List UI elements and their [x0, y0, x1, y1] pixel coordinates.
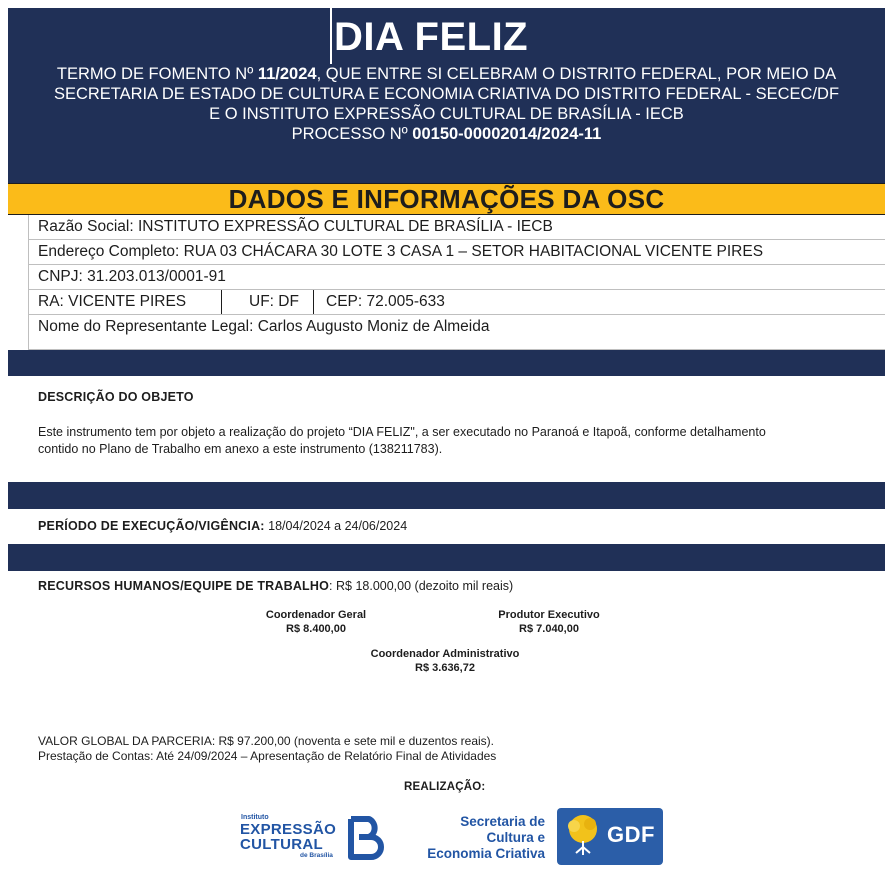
process-line: [8, 124, 885, 144]
section-band: [8, 482, 885, 509]
location-row: [28, 290, 885, 315]
objeto-heading: DESCRIÇÃO DO OBJETO: [38, 390, 194, 404]
cnpj: CNPJ: 31.203.013/0001-91: [38, 268, 226, 285]
secec-line-3: Economia Criativa: [427, 846, 545, 861]
osc-section-title: DADOS E INFORMAÇÕES DA OSC: [8, 183, 885, 215]
role-title: Produtor Executivo: [498, 609, 600, 621]
role-coordenador-geral: [236, 608, 396, 636]
recursos: [38, 578, 513, 595]
valor-global: VALOR GLOBAL DA PARCERIA: R$ 97.200,00 (noventa e sete mil e duzentos reais).: [38, 734, 494, 748]
expressao-cultural-logo: [240, 812, 385, 862]
representante-row: [28, 315, 885, 350]
recursos-label: RECURSOS HUMANOS/EQUIPE DE TRABALHO: [38, 579, 330, 593]
objeto-text-line-2: contido no Plano de Trabalho em anexo a este instrumento (138211783).: [38, 442, 443, 456]
endereco-row: [28, 240, 885, 265]
secec-line-2: Cultura e: [486, 830, 545, 845]
secec-logo: [420, 814, 545, 862]
uf-cell: [221, 290, 299, 314]
page-title: DIA FELIZ: [334, 15, 529, 59]
razao-social-row: [28, 215, 885, 240]
title-divider: [330, 8, 332, 64]
role-coordenador-administrativo: [345, 647, 545, 675]
uf: UF: DF: [249, 293, 299, 310]
subtitle-line-3: E O INSTITUTO EXPRESSÃO CULTURAL DE BRASÍLIA - IECB: [209, 105, 684, 123]
representante: Nome do Representante Legal: Carlos Augusto Moniz de Almeida: [38, 318, 490, 335]
role-value: R$ 3.636,72: [415, 662, 475, 674]
prestacao-contas: Prestação de Contas: Até 24/09/2024 – Apresentação de Relatório Final de Atividades: [38, 749, 497, 763]
razao-social: Razão Social: INSTITUTO EXPRESSÃO CULTURAL DE BRASÍLIA - IECB: [38, 218, 553, 235]
cep-cell: [313, 290, 445, 314]
role-title: Coordenador Administrativo: [370, 648, 520, 660]
section-band: [8, 350, 885, 376]
role-value: R$ 7.040,00: [519, 623, 579, 635]
logo-expressao-top: Instituto: [241, 814, 269, 821]
cep: CEP: 72.005-633: [326, 293, 445, 310]
role-produtor-executivo: [469, 608, 629, 636]
section-band: [8, 544, 885, 571]
realizacao-label: REALIZAÇÃO:: [404, 781, 486, 793]
subtitle-line-1-a: TERMO DE FOMENTO Nº: [56, 65, 258, 83]
recursos-value: : R$ 18.000,00 (dezoito mil reais): [329, 579, 514, 593]
ra: RA: VICENTE PIRES: [38, 293, 187, 310]
role-title: Coordenador Geral: [265, 609, 367, 621]
gdf-text: GDF: [607, 822, 655, 847]
process-number: 00150-00002014/2024-11: [412, 125, 602, 143]
cnpj-row: [28, 265, 885, 290]
endereco: Endereço Completo: RUA 03 CHÁCARA 30 LOTE 3 CASA 1 – SETOR HABITACIONAL VICENTE PIRES: [38, 243, 764, 260]
subtitle-line-1-b: , QUE ENTRE SI CELEBRAM O DISTRITO FEDERAL, POR MEIO DA: [316, 65, 837, 83]
logo-expressao-bottom: de Brasília: [300, 852, 333, 859]
logo-b-icon: [345, 815, 385, 861]
logo-expressao-line2: CULTURAL: [240, 836, 323, 853]
process-label: PROCESSO Nº: [291, 125, 413, 143]
secec-line-1: Secretaria de: [460, 814, 545, 829]
objeto-text: [38, 424, 883, 458]
periodo: [38, 518, 407, 535]
ipe-tree-icon: [563, 813, 603, 859]
role-value: R$ 8.400,00: [286, 623, 346, 635]
subtitle-line-1: [8, 64, 885, 84]
periodo-label: PERÍODO DE EXECUÇÃO/VIGÊNCIA:: [38, 519, 265, 533]
periodo-value: 18/04/2024 a 24/06/2024: [264, 519, 408, 533]
logo-expressao-line1: EXPRESSÃO: [240, 821, 337, 838]
subtitle-line-2: SECRETARIA DE ESTADO DE CULTURA E ECONOMIA CRIATIVA DO DISTRITO FEDERAL - SECEC/DF: [53, 85, 840, 103]
termo-number: 11/2024: [257, 65, 317, 83]
header-subtitle: [8, 64, 885, 144]
objeto-text-line-1: Este instrumento tem por objeto a realização do projeto “DIA FELIZ", a ser executado no Paranoá e Itapoã, conforme detalhamento: [38, 425, 766, 439]
